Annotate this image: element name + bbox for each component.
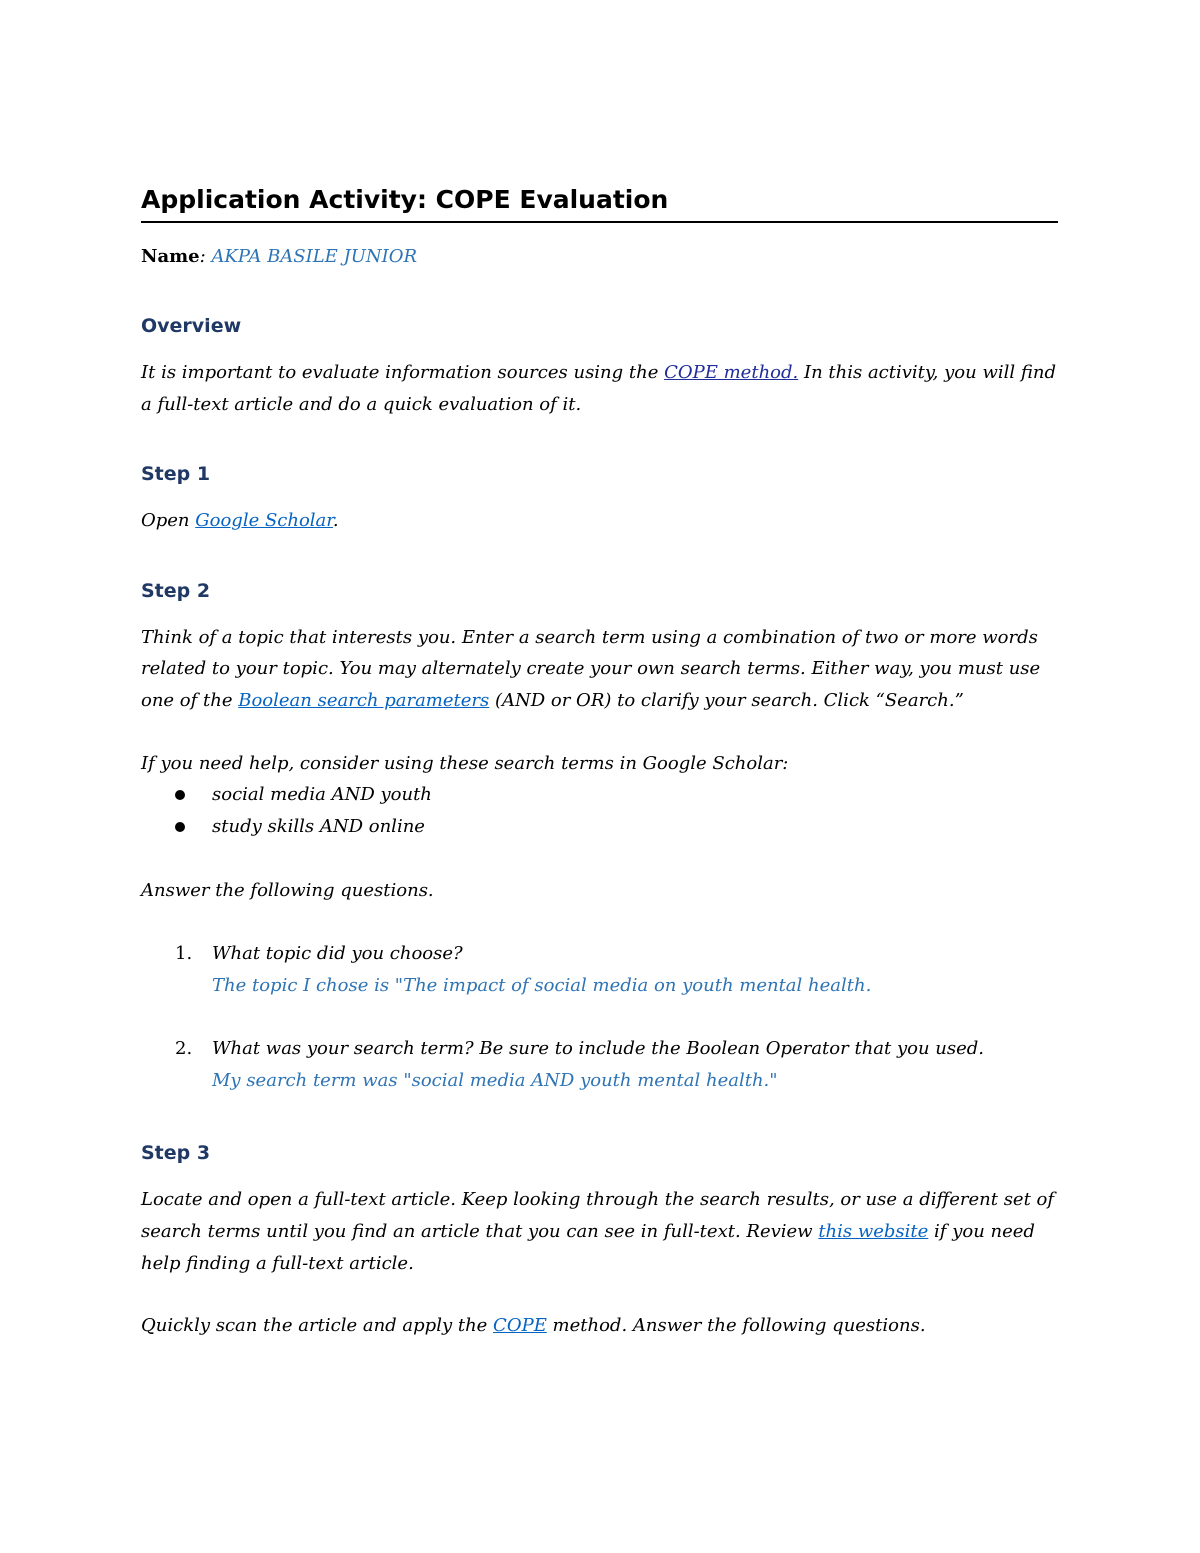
suggestion-list (141, 779, 1058, 842)
this-website-link[interactable]: this website (818, 1220, 929, 1242)
list-item (141, 779, 1058, 811)
suggestion-text: study skills AND online (212, 815, 425, 837)
step3-heading: Step 3 (141, 1142, 211, 1165)
question-number: 1. (175, 942, 193, 964)
overview-text-before: It is important to evaluate information sources using the (141, 362, 665, 383)
step2-text-after: (AND or OR) to clarify your search. Click “Search.” (489, 689, 964, 711)
step1-text-after: . (332, 510, 339, 532)
document-page (141, 182, 1058, 1342)
scan-text-after: method. Answer the following questions. (546, 1315, 926, 1337)
step2-heading: Step 2 (141, 579, 211, 602)
document-title: Application Activity: COPE Evaluation (141, 182, 1058, 223)
bullet-icon (175, 822, 185, 832)
step2-paragraph (141, 622, 1058, 717)
suggestion-text: social media AND youth (212, 784, 432, 806)
cope-method-link[interactable]: COPE method. (664, 362, 799, 383)
name-colon: : (199, 246, 206, 267)
question-answer: The topic I chose is "The impact of social media on youth mental health. (212, 974, 872, 996)
step1-paragraph (141, 505, 1058, 537)
question-item (141, 1033, 1058, 1096)
step1-text-before: Open (141, 510, 196, 532)
overview-paragraph (141, 357, 1058, 420)
question-number: 2. (175, 1038, 193, 1060)
step3-paragraph (141, 1184, 1058, 1279)
step3-text-before: Locate and open a full-text article. Keep looking through the search results, or use a different set of search terms until you find an article that you can see in full-text. Review (141, 1189, 1055, 1242)
bullet-icon (175, 790, 185, 800)
list-item (141, 811, 1058, 843)
name-line (141, 242, 1058, 272)
overview-heading: Overview (141, 315, 242, 337)
answer-prompt: Answer the following questions. (141, 880, 434, 902)
step1-heading: Step 1 (141, 463, 211, 486)
boolean-search-link[interactable]: Boolean search parameters (238, 689, 490, 711)
step3-text-after: if you need help finding a full-text article. (141, 1220, 1035, 1274)
step2-text-before: Think of a topic that interests you. Enter a search term using a combination of two or more words related to your topic. You may alternately create your own search terms. Either way, you must use one of the (141, 626, 1041, 711)
question-list (141, 938, 1058, 1096)
question-item (141, 938, 1058, 1001)
question-text: What was your search term? Be sure to include the Boolean Operator that you used. (212, 1038, 985, 1060)
overview-text-after: In this activity, you will find a full-text article and do a quick evaluation of it. (141, 362, 1056, 415)
cope-link[interactable]: COPE (493, 1315, 547, 1337)
google-scholar-link[interactable]: Google Scholar (195, 510, 333, 532)
question-answer: My search term was "social media AND youth mental health." (212, 1069, 778, 1091)
question-text: What topic did you choose? (212, 942, 463, 964)
name-value: AKPA BASILE JUNIOR (211, 246, 418, 267)
help-text: If you need help, consider using these search terms in Google Scholar: (141, 752, 789, 774)
scan-text-before: Quickly scan the article and apply the (141, 1315, 494, 1337)
scan-paragraph (141, 1310, 1058, 1342)
name-label: Name (141, 246, 200, 267)
